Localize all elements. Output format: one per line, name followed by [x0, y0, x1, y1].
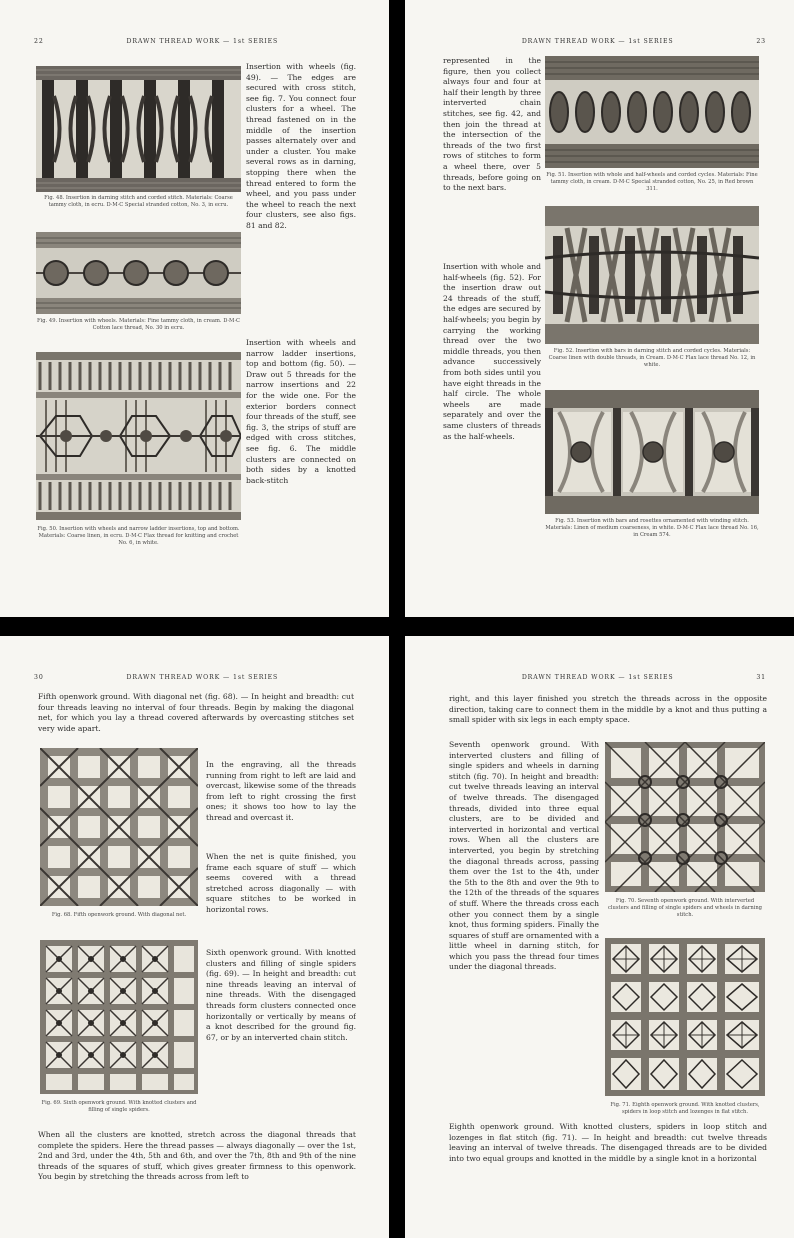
running-title: DRAWN THREAD WORK — 1st SERIES — [126, 674, 279, 681]
body-column-3: Sixth openwork ground. With knotted clusters and filling of single spiders (fig. 69). — In height and breadth: cut nine threads leaving an interval of nine threads. With the disengaged threads form clusters connected once horizontally or vertically by means of a knot described for the ground fig. 67, or by an interverted chain stitch. — [206, 948, 356, 1042]
figure-70-caption: Fig. 70. Seventh openwork ground. With interverted clusters and filling of single spiders and wheels in darning stitch. — [607, 898, 763, 918]
intro-paragraph: Fifth openwork ground. With diagonal net (fig. 68). — In height and breadth: cut four threads leaving no interval of four threads. Begin by making the diagonal net, for which you lay a thread covered afterwards by overcasting stitches set very wide apart. — [38, 692, 354, 733]
figure-51-insertion — [545, 56, 759, 168]
figure-70-openwork-ground — [605, 742, 765, 892]
page-23 — [405, 0, 794, 617]
figure-71-openwork-ground — [605, 938, 765, 1096]
figure-48-insertion — [36, 66, 241, 192]
figure-69-caption: Fig. 69. Sixth openwork ground. With knotted clusters and filling of single spiders. — [41, 1100, 197, 1113]
page-header — [439, 38, 766, 45]
page-number: 22 — [34, 38, 44, 45]
figure-68-caption: Fig. 68. Fifth openwork ground. With diagonal net. — [51, 912, 187, 918]
page-30 — [0, 636, 389, 1238]
page-header — [34, 674, 361, 681]
body-column-2: Insertion with wheels and narrow ladder insertions, top and bottom (fig. 50). — Draw out 5 threads for the narrow insertions and 22 for the wide one. For the exterior borders connect four threads of the stuff, see fig. 3, the strips of stuff are edged with cross stitches, see fig. 6. The middle clusters are connected on both sides by a knotted back-stitch — [246, 338, 356, 485]
page-header — [34, 38, 361, 45]
page-number: 30 — [34, 674, 44, 681]
running-title: DRAWN THREAD WORK — 1st SERIES — [521, 38, 674, 45]
figure-49-insertion — [36, 232, 241, 314]
body-column-4: When all the clusters are knotted, stretch across the diagonal threads that complete the spiders. Here the thread passes — always diagonally — over the 1st, 2nd and 3rd, under the 4th, 5th and 6th, and over the 7th, 8th and 9th of the nine threads of the squares of stuff, which gives greater firmness to this openwork. You begin by stretching the threads across from left to — [38, 1130, 356, 1182]
body-column-1: represented in the figure, then you collect always four and four at half their length by three interverted chain stitches, see fig. 42, and then join the thread at the intersection of the threads of the two first rows of stitches to form a wheel there, over 5 threads, before going on to the next bars. — [443, 56, 541, 193]
body-column-1: Seventh openwork ground. With interverted clusters and filling of single spiders and wheels in darning stitch (fig. 70). In height and breadth: cut twelve threads leaving an interval of twelve threads. The disengaged threads, divided into three equal clusters, are to be divided and interverted in horizontal and vertical rows. When all the clusters are interverted, you begin by stretching the diagonal threads across, passing them over the 1st to the 4th, under the 5th to the 8th and over the 9th to the 12th of the threads of the squares of stuff. Where the threads cross each other you connect them by a single knot, thus forming spiders. Finally the squares of stuff are ornamented with a little wheel in darning stitch, for which you pass the thread four times under the diagonal threads. — [449, 740, 599, 972]
body-column-1: Insertion with wheels (fig. 49). — The edges are secured with cross stitch, see fig. 7. You connect four clusters for a wheel. The thread fastened on in the middle of the insertion passes alternately over and under a cluster. You make several rows as in darning, stopping there when the thread entered to form the wheel, and you pass under the wheel to reach the next four clusters, see also figs. 81 and 82. — [246, 62, 356, 230]
figure-68-openwork-ground — [40, 748, 198, 906]
page-22 — [0, 0, 389, 617]
figure-49-caption: Fig. 49. Insertion with wheels. Materials: Fine tammy cloth, in cream. D·M·C Cotton lace thread, No. 30 in ecru. — [37, 318, 240, 331]
running-title: DRAWN THREAD WORK — 1st SERIES — [521, 674, 674, 681]
body-column-2: When the net is quite finished, you frame each square of stuff — which seems covered with a thread stretched across diagonally — with square stitches to be worked in horizontal rows. — [206, 852, 356, 914]
figure-50-caption: Fig. 50. Insertion with wheels and narrow ladder insertions, top and bottom. Materials: Coarse linen, in ecru. D·M·C Flax thread for knitting and crochet No. 6, in white. — [37, 526, 240, 546]
figure-53-insertion — [545, 390, 759, 514]
intro-paragraph: right, and this layer finished you stretch the threads across in the opposite direction, taking care to connect them in the middle by a knot and thus putting a small spider with six legs in each empty space. — [449, 694, 767, 725]
figure-53-caption: Fig. 53. Insertion with bars and rosettes ornamented with winding stitch. Materials: Linen of medium coarseness, in white. D·M·C Flax lace thread No. 16, in Cream 574. — [545, 518, 759, 538]
figure-52-caption: Fig. 52. Insertion with bars in darning stitch and corded cycles. Materials: Coarse linen with double threads, in Cream. D·M·C Flax lace thread No. 12, in white. — [548, 348, 756, 368]
page-header — [439, 674, 766, 681]
body-column-2: Eighth openwork ground. With knotted clusters, spiders in loop stitch and lozenges in flat stitch (fig. 71). — In height and breadth: cut twelve threads leaving an interval of twelve threads. The disengaged threads are to be divided into two equal groups and knotted in the middle by a single knot in a horizontal — [449, 1122, 767, 1163]
page-31 — [405, 636, 794, 1238]
page-number: 31 — [756, 674, 766, 681]
figure-50-insertion — [36, 352, 241, 520]
figure-51-caption: Fig. 51. Insertion with whole and half-wheels and corded cycles. Materials: Fine tammy cloth, in cream. D·M·C Special stranded cotton, No. 25, in Red brown 311. — [546, 172, 758, 192]
figure-48-caption: Fig. 48. Insertion in darning stitch and corded stitch. Materials: Coarse tammy cloth, in ecru. D·M·C Special stranded cotton, No. 3, in ecru. — [44, 195, 233, 208]
running-title: DRAWN THREAD WORK — 1st SERIES — [126, 38, 279, 45]
body-column-2: Insertion with whole and half-wheels (fig. 52). For the insertion draw out 24 threads of the stuff, the edges are secured by half-wheels; you begin by carrying the working thread over the two middle threads, you then advance successively from both sides until you have eight threads in the half circle. The whole wheels are made separately and over the same clusters of threads as the half-wheels. — [443, 262, 541, 441]
figure-71-caption: Fig. 71. Eighth openwork ground. With knotted clusters, spiders in loop stitch and lozenges in flat stitch. — [610, 1102, 760, 1115]
figure-52-insertion — [545, 206, 759, 344]
page-number: 23 — [756, 38, 766, 45]
body-column-1: In the engraving, all the threads running from right to left are laid and overcast, likewise some of the threads from left to right crossing the first ones; it shows too how to lay the thread and overcast it. — [206, 760, 356, 822]
figure-69-openwork-ground — [40, 940, 198, 1094]
